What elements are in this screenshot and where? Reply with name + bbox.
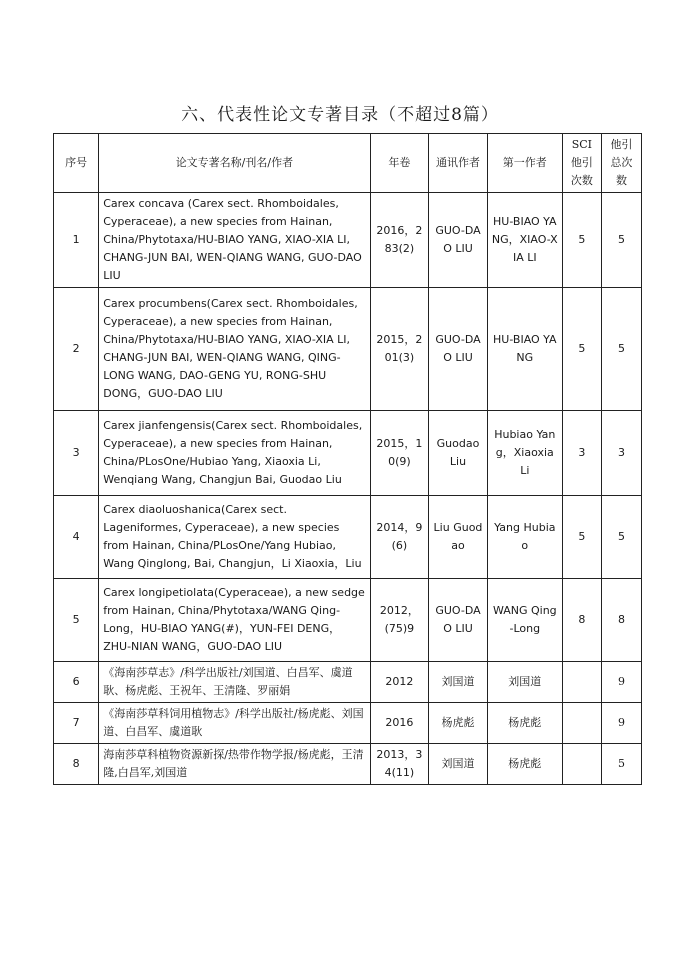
row-corresponding-author: GUO-DAO LIU [429, 193, 488, 288]
table-row [54, 411, 642, 496]
table-row [54, 744, 642, 785]
row-index: 5 [54, 579, 99, 662]
header-index: 序号 [54, 134, 99, 193]
row-corresponding-author: Liu Guodao [429, 496, 488, 579]
row-sci-citations: 8 [562, 579, 601, 662]
row-corresponding-author: 刘国道 [429, 744, 488, 785]
row-first-author: WANG Qing-Long [487, 579, 562, 662]
row-index: 7 [54, 703, 99, 744]
row-index: 8 [54, 744, 99, 785]
header-title: 论文专著名称/刊名/作者 [99, 134, 370, 193]
row-title: 《海南莎草志》/科学出版社/刘国道、白昌军、虞道耿、杨虎彪、王祝年、王清隆、罗丽娟 [99, 662, 370, 703]
header-year-volume: 年卷 [370, 134, 429, 193]
row-total-citations: 9 [601, 662, 641, 703]
row-corresponding-author: GUO-DAO LIU [429, 288, 488, 411]
header-first-author: 第一作者 [487, 134, 562, 193]
row-corresponding-author: GUO-DAO LIU [429, 579, 488, 662]
row-year-volume: 2015，10(9) [370, 411, 429, 496]
row-total-citations: 3 [601, 411, 641, 496]
row-sci-citations [562, 744, 601, 785]
table-row [54, 579, 642, 662]
row-year-volume: 2015，201(3) [370, 288, 429, 411]
row-title: Carex diaoluoshanica(Carex sect. Lageniformes, Cyperaceae), a new species from Hainan, China/PLosOne/Yang Hubiao, Wang Qinglong, Bai, Changjun，Li Xiaoxia，Liu [99, 496, 370, 579]
row-sci-citations: 5 [562, 193, 601, 288]
header-corresponding-author: 通讯作者 [429, 134, 488, 193]
table-row [54, 496, 642, 579]
row-first-author: Hubiao Yang，Xiaoxia Li [487, 411, 562, 496]
row-corresponding-author: 杨虎彪 [429, 703, 488, 744]
row-year-volume: 2012 [370, 662, 429, 703]
row-title: 《海南莎草科饲用植物志》/科学出版社/杨虎彪、刘国道、白昌军、虞道耿 [99, 703, 370, 744]
table-row [54, 662, 642, 703]
row-sci-citations: 3 [562, 411, 601, 496]
header-sci-citations: SCI他引次数 [562, 134, 601, 193]
row-title: Carex concava (Carex sect. Rhomboidales, Cyperaceae), a new species from Hainan, China/Phytotaxa/HU-BIAO YANG, XIAO-XIA LI, CHANG-JUN BAI, WEN-QIANG WANG, GUO-DAO LIU [99, 193, 370, 288]
row-index: 3 [54, 411, 99, 496]
row-index: 2 [54, 288, 99, 411]
row-total-citations: 8 [601, 579, 641, 662]
publications-table [53, 133, 642, 785]
row-sci-citations [562, 703, 601, 744]
row-total-citations: 5 [601, 496, 641, 579]
row-sci-citations: 5 [562, 496, 601, 579]
row-title: Carex procumbens(Carex sect. Rhomboidales, Cyperaceae), a new species from Hainan, China/Phytotaxa/HU-BIAO YANG, XIAO-XIA LI, CHANG-JUN BAI, WEN-QIANG WANG, QING-LONG WANG, DAO-GENG YU, RONG-SHU DONG，GUO-DAO LIU [99, 288, 370, 411]
row-first-author: 杨虎彪 [487, 703, 562, 744]
table-row [54, 703, 642, 744]
header-total-citations: 他引总次数 [601, 134, 641, 193]
row-index: 4 [54, 496, 99, 579]
row-first-author: 刘国道 [487, 662, 562, 703]
table-row [54, 288, 642, 411]
row-first-author: HU-BIAO YANG，XIAO-XIA LI [487, 193, 562, 288]
row-total-citations: 9 [601, 703, 641, 744]
row-index: 6 [54, 662, 99, 703]
table-header-row [54, 134, 642, 193]
row-corresponding-author: 刘国道 [429, 662, 488, 703]
row-first-author: 杨虎彪 [487, 744, 562, 785]
row-total-citations: 5 [601, 744, 641, 785]
row-first-author: Yang Hubiao [487, 496, 562, 579]
page-title: 六、代表性论文专著目录（不超过8篇） [181, 105, 499, 125]
row-total-citations: 5 [601, 288, 641, 411]
row-title: Carex longipetiolata(Cyperaceae), a new sedge from Hainan, China/Phytotaxa/WANG Qing-Long，HU-BIAO YANG(#)，YUN-FEI DENG，ZHU-NIAN WANG，GUO-DAO LIU [99, 579, 370, 662]
row-year-volume: 2013，34(11) [370, 744, 429, 785]
row-sci-citations: 5 [562, 288, 601, 411]
row-index: 1 [54, 193, 99, 288]
row-year-volume: 2016 [370, 703, 429, 744]
row-year-volume: 2014，9(6) [370, 496, 429, 579]
row-sci-citations [562, 662, 601, 703]
row-first-author: HU-BIAO YANG [487, 288, 562, 411]
row-year-volume: 2016，283(2) [370, 193, 429, 288]
table-row [54, 193, 642, 288]
row-title: Carex jianfengensis(Carex sect. Rhomboidales, Cyperaceae), a new species from Hainan, China/PLosOne/Hubiao Yang, Xiaoxia Li, Wenqiang Wang, Changjun Bai, Guodao Liu [99, 411, 370, 496]
row-year-volume: 2012，(75)9 [370, 579, 429, 662]
row-title: 海南莎草科植物资源新探/热带作物学报/杨虎彪，王清隆,白昌军,刘国道 [99, 744, 370, 785]
row-corresponding-author: Guodao Liu [429, 411, 488, 496]
row-total-citations: 5 [601, 193, 641, 288]
